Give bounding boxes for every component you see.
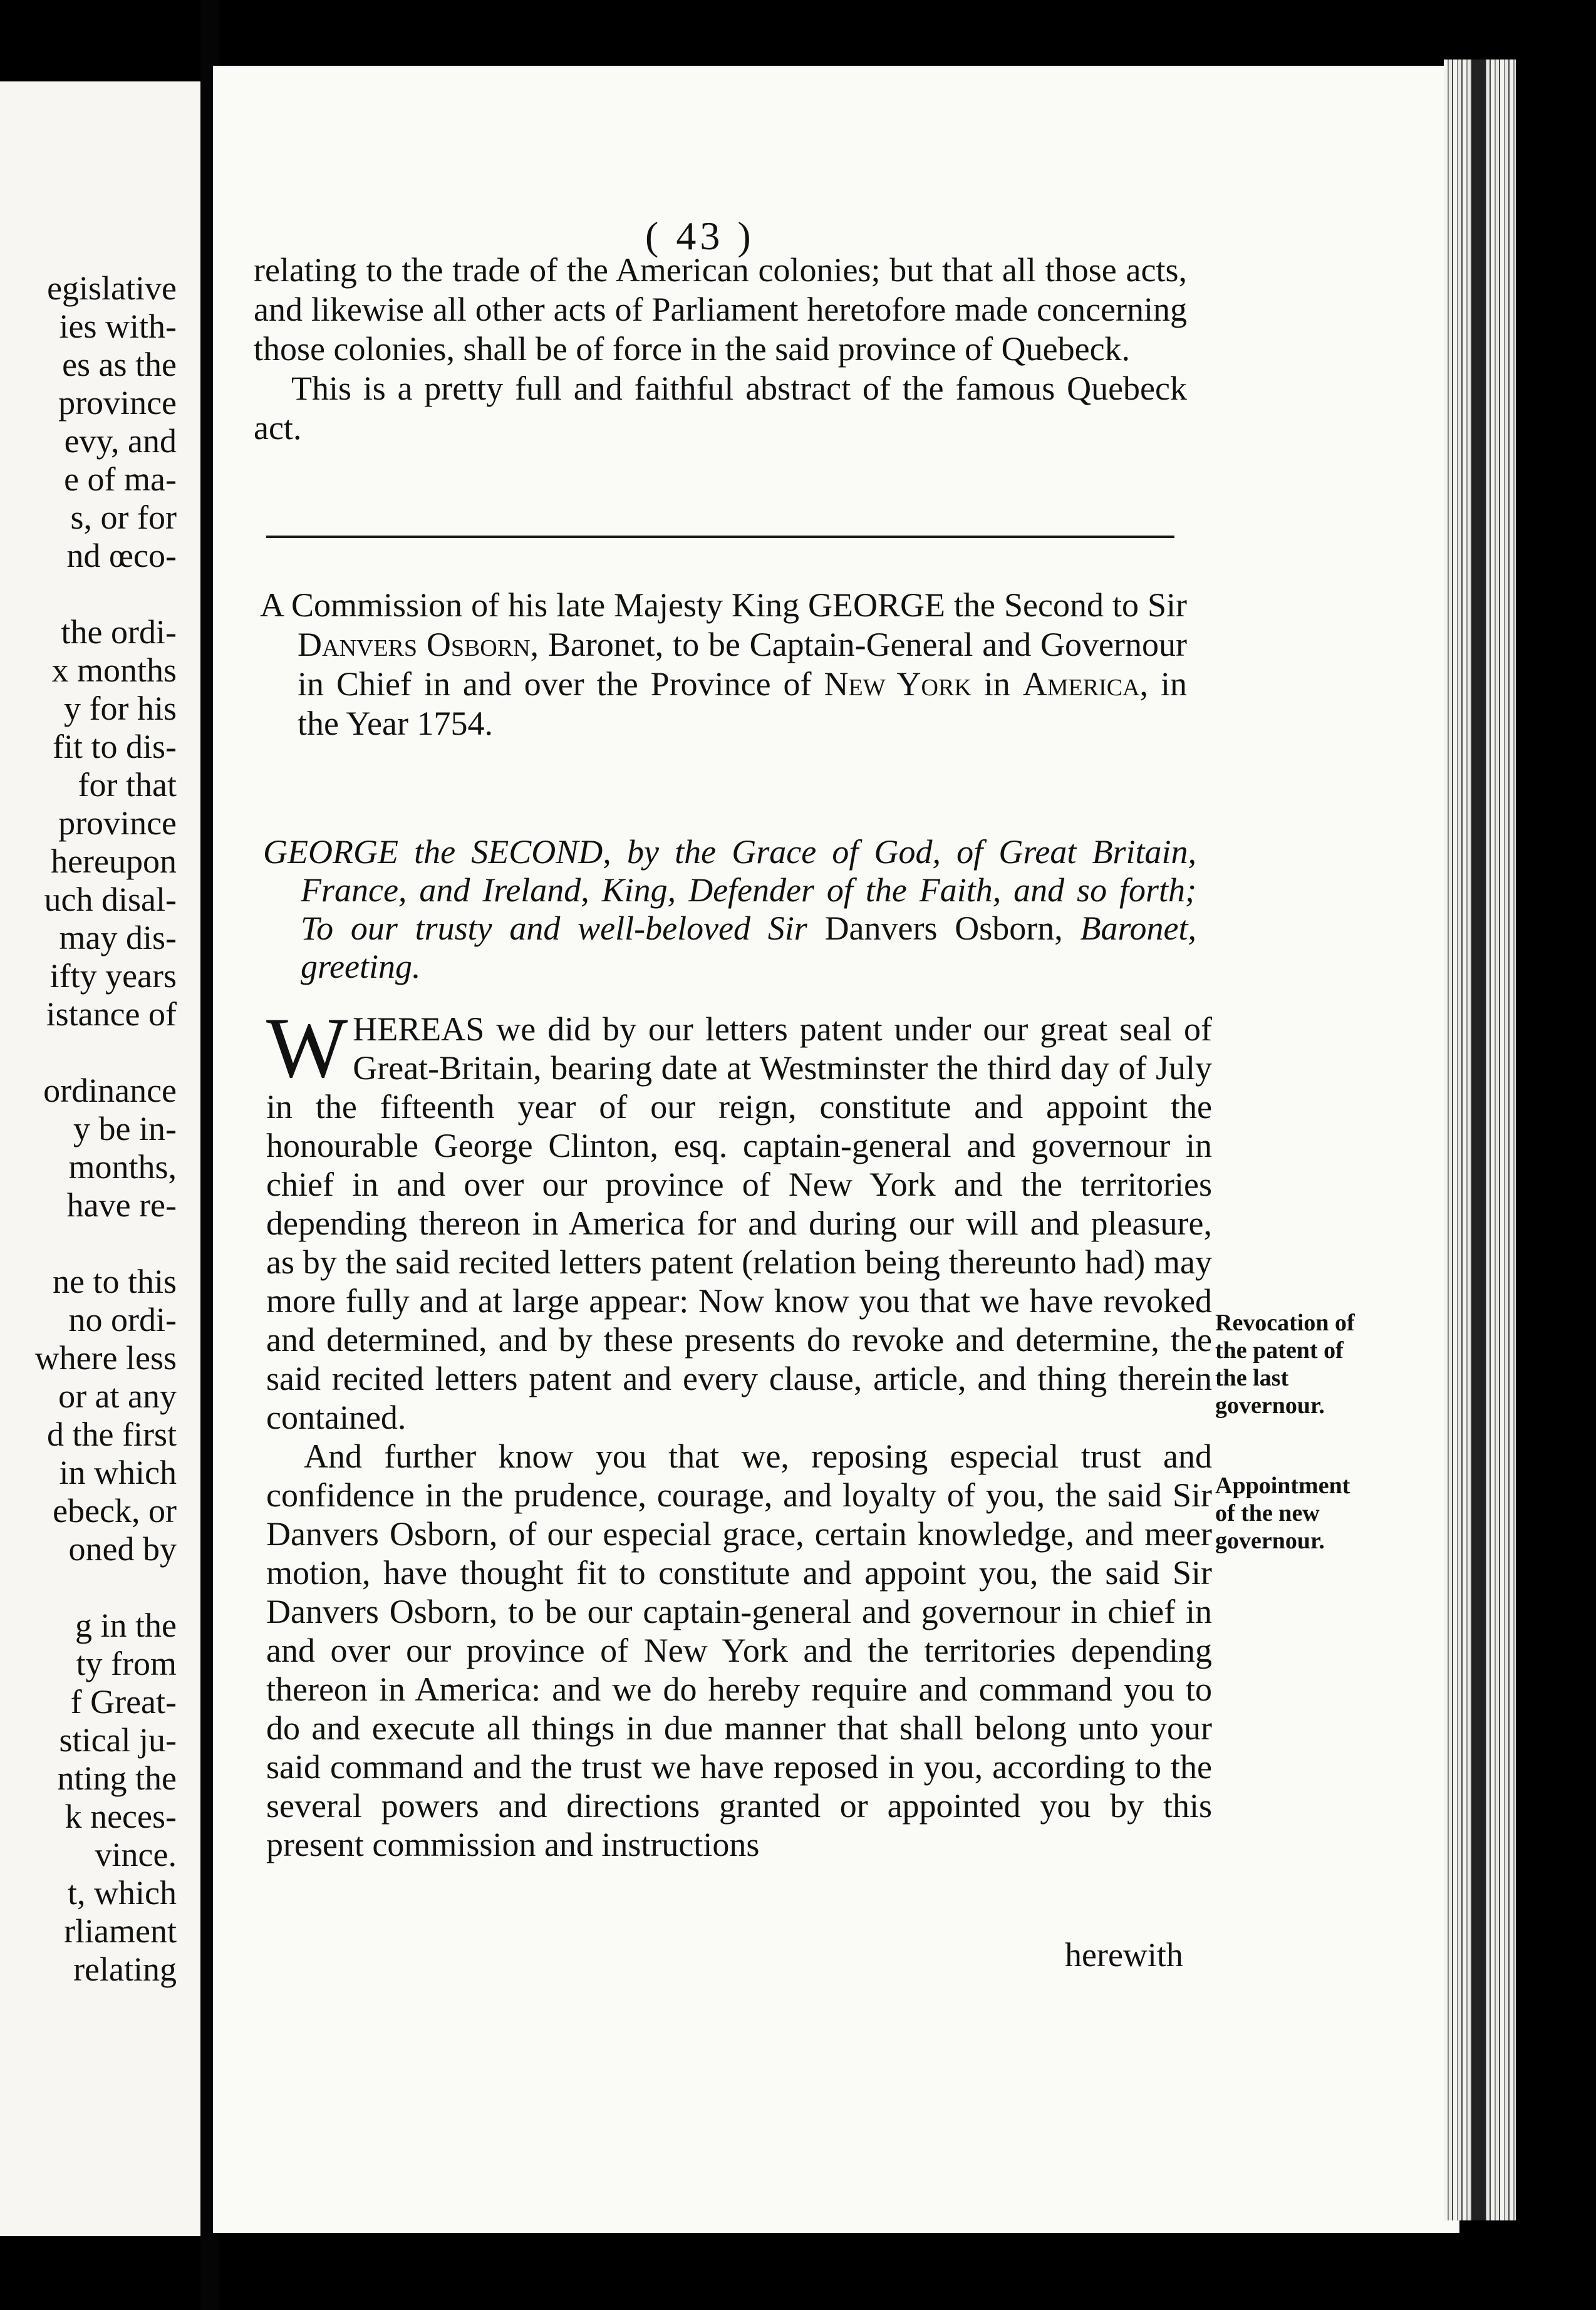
left-page-line: have re- [66, 1186, 177, 1224]
left-page-line: uch disal- [44, 881, 177, 918]
left-page-line [35, 575, 177, 613]
left-page-line: no ordi- [68, 1301, 177, 1339]
left-page-line: ebeck, or [53, 1492, 177, 1530]
left-page-line [35, 1033, 177, 1072]
left-page-line: relating [73, 1950, 177, 1988]
page-edge-shadow [1472, 60, 1486, 2220]
left-page-line: fit to dis- [53, 728, 177, 765]
commission-title [260, 586, 1187, 743]
left-page-line: oned by [68, 1530, 177, 1568]
title-province: New York [824, 665, 972, 703]
charter-paragraph-1 [266, 1000, 1212, 1437]
left-page-line: ies with- [59, 308, 177, 345]
left-page-line: in which [59, 1454, 177, 1491]
title-text: in [971, 665, 1023, 703]
title-person: Danvers Osborn [298, 626, 531, 663]
left-page-line: k neces- [65, 1798, 177, 1835]
title-text: , Baronet, to be Captain-General and Governour in Chief in and over the Province of [298, 626, 1187, 703]
left-page-line: y for his [64, 690, 177, 727]
left-page-text [35, 269, 177, 1989]
left-page-line: stical ju- [59, 1721, 177, 1759]
charter-paragraph-2: And further know you that we, reposing especial trust and confidence in the prudence, courage, and loyalty of you, the said Sir Danvers Osborn, of our especial grace, certain knowledge, and meer motion, have thought fit to constitute and appoint you, the said Sir Danvers Osborn, to be our captain-general and governour in chief in and over our province of New York and the territories depending thereon in America: and we do hereby require and command you to do and execute all things in due manner that shall belong unto your said command and the trust we have reposed in you, according to the several powers and directions granted or appointed you by this present commission and instructions [266, 1437, 1212, 1863]
salutation-text: Baronet, greeting. [301, 909, 1196, 985]
margin-note-revocation: Revocation of the patent of the last governour. [1215, 1310, 1355, 1419]
left-page-line: x months [51, 651, 177, 689]
page-number: ( 43 ) [645, 214, 755, 258]
salutation-name: Danvers Osborn, [824, 909, 1063, 947]
salutation-text: GEORGE the SECOND, by the Grace of God, of Great Britain, France, and Ireland, King, Defender of the Faith, and so forth; To our trusty and well-beloved Sir [263, 833, 1196, 947]
drop-cap: W [266, 1000, 348, 1095]
title-text: A Commission of his late Majesty King [260, 586, 809, 624]
intro-block [254, 251, 1187, 448]
catchword: herewith [1065, 1936, 1183, 1974]
left-page-line: istance of [46, 995, 177, 1033]
title-text: , in the Year 1754. [298, 665, 1187, 742]
left-page-line: evy, and [64, 422, 177, 460]
left-page-line: vince. [95, 1836, 177, 1873]
left-page-line: f Great- [70, 1683, 177, 1721]
left-page-line: t, which [68, 1874, 177, 1912]
left-page-line: g in the [75, 1607, 177, 1644]
charter-text: HEREAS we did by our letters patent under our great seal of Great-Britain, bearing date at Westminster the third day of July in the fifteenth year of our reign, constitute and appoint the honourable George Clinton, esq. captain-general and governour in chief in and over our province of New York and the territories depending thereon in America for and during our will and pleasure, as by the said recited letters patent (relation being thereunto had) may more fully and at large appear: Now know you that we have revoked and determined, and by these presents do revoke and determine, the said recited letters patent and every clause, article, and thing therein contained. [266, 1010, 1212, 1436]
left-page-line [35, 1568, 177, 1607]
left-page-line: for that [78, 766, 177, 804]
intro-paragraph: relating to the trade of the American colonies; but that all those acts, and likewise all other acts of Parliament heretofore made concerning those colonies, shall be of force in the said province of Quebeck. [254, 251, 1187, 368]
left-page-line: d the first [47, 1416, 177, 1453]
left-page-line: es as the [62, 346, 177, 383]
left-page-line: province [58, 384, 177, 422]
left-page-line: y be in- [73, 1110, 177, 1147]
left-page-line: or at any [58, 1377, 177, 1415]
left-page-line: nd œco- [66, 537, 177, 574]
left-page-line: where less [34, 1339, 177, 1377]
charter-body [266, 1000, 1212, 1864]
title-continent: America [1022, 665, 1140, 703]
left-page-line: rliament [64, 1912, 177, 1950]
left-page-line: egislative [47, 269, 177, 307]
salutation [263, 833, 1196, 986]
summary-paragraph: This is a pretty full and faithful abstract of the famous Quebeck act. [254, 370, 1187, 447]
left-page-line: province [58, 804, 177, 842]
left-page-line: ty from [76, 1645, 177, 1682]
left-page-line: ordinance [43, 1072, 177, 1109]
title-king: GEORGE [808, 586, 946, 624]
title-text: the Second to Sir [945, 586, 1187, 624]
left-page [0, 81, 200, 2236]
left-page-line: e of ma- [64, 460, 177, 498]
left-page-line: ne to this [53, 1263, 177, 1300]
margin-note-appointment: Appointment of the new governour. [1215, 1473, 1350, 1554]
left-page-line: s, or for [70, 499, 177, 536]
left-page-line [35, 1225, 177, 1263]
section-divider [266, 536, 1174, 538]
left-page-line: may dis- [59, 919, 177, 956]
left-page-line: hereupon [51, 842, 177, 880]
left-page-line: nting the [57, 1759, 177, 1797]
left-page-line: months, [68, 1148, 177, 1186]
left-page-line: the ordi- [61, 613, 177, 651]
left-page-line: ifty years [49, 957, 177, 995]
